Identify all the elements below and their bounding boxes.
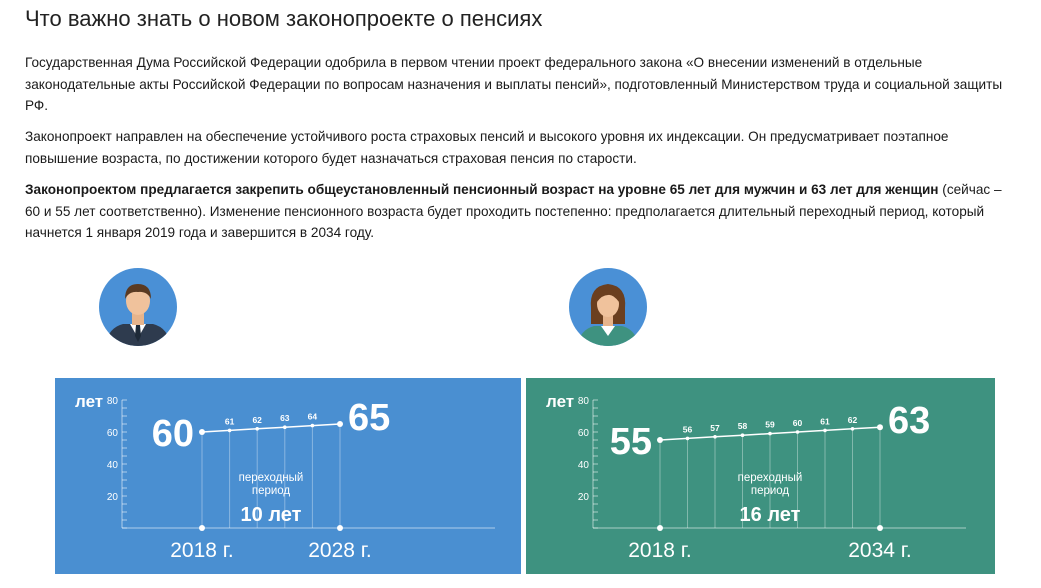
period-caption-line2: период	[750, 485, 790, 497]
women-retirement-chart	[526, 378, 995, 574]
intro-paragraph: Государственная Дума Российской Федерации одобрила в первом чтении проект федерального закона «О внесении изменений в отдельные законодательные акты Российской Федерации по вопросам назначения и выплаты пенсий», подготовленный Министерством труда и социальной защиты РФ.	[25, 55, 1003, 113]
data-label: 62	[847, 414, 858, 425]
data-label: 64	[307, 411, 318, 422]
end-year-label: 2034 г.	[848, 539, 912, 562]
data-point	[741, 433, 745, 437]
period-length: 10 лет	[240, 504, 302, 526]
data-label: 61	[820, 416, 830, 427]
man-avatar-icon	[99, 268, 177, 346]
data-point	[851, 427, 855, 431]
y-tick-label: 60	[106, 428, 118, 439]
data-point	[823, 429, 827, 433]
year-marker	[199, 525, 205, 531]
end-year-label: 2028 г.	[308, 539, 372, 562]
data-point	[768, 432, 772, 436]
period-length: 16 лет	[739, 504, 801, 526]
start-value-label: 55	[609, 421, 652, 463]
series-line	[202, 424, 340, 432]
start-value-label: 60	[151, 413, 194, 455]
men-chart-svg	[55, 378, 521, 574]
data-point	[713, 435, 717, 439]
period-caption-line1: переходный	[238, 472, 304, 484]
retirement-age-highlight: Законопроектом предлагается закрепить общеустановленный пенсионный возраст на уровне 65 лет для мужчин и 63 лет для женщин	[25, 182, 939, 197]
y-tick-label: 80	[577, 396, 589, 407]
y-tick-label: 20	[106, 492, 118, 503]
data-label: 63	[280, 413, 290, 424]
end-value-label: 63	[888, 400, 931, 443]
data-point	[877, 424, 883, 430]
data-label: 57	[710, 422, 720, 433]
y-tick-label: 40	[577, 460, 589, 471]
page-title: Что важно знать о новом законопроекте о пенсиях	[25, 6, 543, 31]
data-label: 58	[737, 421, 748, 432]
purpose-paragraph: Законопроект направлен на обеспечение устойчивого роста страховых пенсий и высокого уровня их индексации. Он предусматривает поэтапное повышение возраста, по достижении которого будет назначаться страховая пенсия по старости.	[25, 129, 949, 166]
data-label: 56	[682, 424, 693, 435]
data-label: 61	[224, 416, 235, 427]
data-label: 62	[252, 414, 262, 425]
data-point	[796, 430, 800, 434]
period-caption	[239, 472, 304, 497]
data-point	[199, 429, 205, 435]
data-label: 59	[765, 419, 775, 430]
retirement-age-paragraph	[25, 179, 1015, 244]
period-caption-line1: переходный	[737, 472, 803, 484]
period-caption	[738, 472, 803, 497]
year-marker	[657, 525, 663, 531]
data-point	[255, 427, 259, 431]
y-axis-label: лет	[546, 392, 575, 411]
data-point	[311, 424, 315, 428]
y-tick-label: 40	[106, 460, 118, 471]
end-value-label: 65	[348, 397, 391, 439]
data-point	[657, 437, 663, 443]
women-chart-svg	[526, 378, 995, 574]
data-label: 60	[792, 418, 803, 428]
year-marker	[877, 525, 883, 531]
y-tick-label: 80	[106, 396, 118, 407]
woman-avatar-icon	[569, 268, 647, 346]
year-marker	[337, 525, 343, 531]
start-year-label: 2018 г.	[628, 539, 692, 562]
y-tick-label: 60	[577, 428, 589, 439]
data-point	[337, 421, 343, 427]
start-year-label: 2018 г.	[170, 539, 234, 562]
retirement-age-details: (сейчас – 60 и 55 лет соответственно). Изменение пенсионного возраста будет проходить постепенно: предполагается длительный переходный период, который начнется 1 января 2019 года и завершится в 2034 году.	[25, 182, 1002, 240]
y-axis-label: лет	[75, 392, 104, 411]
period-caption-line2: период	[251, 485, 291, 497]
men-retirement-chart	[55, 378, 521, 574]
data-point	[228, 429, 232, 433]
y-tick-label: 20	[577, 492, 589, 503]
data-point	[686, 437, 690, 441]
data-point	[283, 425, 287, 429]
